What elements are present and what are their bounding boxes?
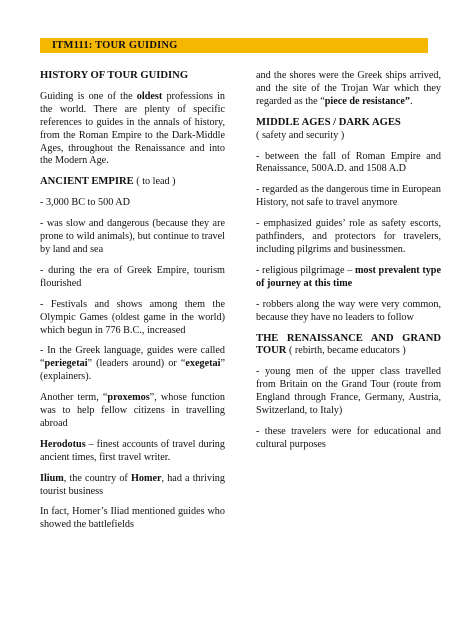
renaissance-heading-block [256,333,441,359]
ancient-paragraph-3: - Festivals and shows among them the Olympic Games (oldest game in the world) which begun in 776 B.C., increased [40,298,225,336]
left-column [40,70,225,540]
renaissance-heading: THE RENAISSANCE AND GRAND TOUR [256,332,441,357]
middle-paragraph-3: - emphasized guides’ role as safety escorts, pathfinders, and protectors for travelers, including pilgrims and businessmen. [256,218,441,255]
continuation-paragraph [256,70,441,109]
renaissance-paragraph-1: - young men of the upper class travelled from Britain on the Grand Tour (route from England through France, Germany, Austria, Switzerland, to Italy) [256,366,441,417]
pilgrimage-bold: most prevalent type of journey at this time [256,264,441,289]
renaissance-subtitle: ( rebirth, became educators ) [286,345,406,357]
herodotus-paragraph [40,439,225,465]
intro-bold: oldest [136,90,163,102]
ancient-subtitle: ( to lead ) [133,176,176,188]
intro-text-b: professions in the world. There are plenty of specific references to guides in the annals of history, from the Roman Empire to the Dark-Middle Ages, throughout the Renaissance and into the Modern Age. [40,90,225,167]
history-heading: HISTORY OF TOUR GUIDING [40,70,189,81]
renaissance-paragraph-2: - these travelers were for educational and cultural purposes [256,425,441,450]
pilgrimage-paragraph [256,265,441,291]
exegetai-term: exegetai [185,358,221,370]
herodotus-text: – finest accounts of travel during ancient times, first travel writer. [40,438,225,463]
ilium-text-b: , had a thriving tourist business [40,472,225,497]
greek-paragraph [40,345,225,384]
header-bar [40,38,428,53]
iliad-paragraph: In fact, Homer’s Iliad mentioned guides who showed the battlefields [40,506,225,531]
proxemos-paragraph [40,392,225,431]
intro-text-a: Guiding is one of the [40,90,137,102]
ancient-paragraph-2: - during the era of Greek Empire, tourism flourished [40,264,225,289]
middle-heading-block [256,117,441,143]
middle-paragraph-2: - regarded as the dangerous time in European History, not safe to travel anymore [256,184,441,209]
intro-paragraph [40,91,225,168]
proxemos-term: proxemos [107,392,150,404]
ancient-dates: - 3,000 BC to 500 AD [40,197,130,209]
homer-term: Homer [130,472,162,484]
middle-paragraph-5: - robbers along the way were very common, because they have no leaders to follow [256,298,441,323]
periegetai-term: periegetai [44,358,88,370]
cont-text-b: . [410,95,413,107]
herodotus-term: Herodotus [40,438,86,450]
middle-ages-heading: MIDDLE AGES / DARK AGES [256,116,401,128]
greek-text-c: ” (leaders around) or “ [87,358,186,370]
prox-text-b: ”, whose function was to help fellow citizens in travelling abroad [40,392,225,429]
ancient-paragraph-1: - was slow and dangerous (because they are prone to wild animals), but continue to travel by land and sea [40,218,225,255]
prox-text-a: Another term, “ [40,392,108,404]
piece-de-resistance: piece de resistance” [324,95,410,107]
ilium-paragraph [40,473,225,499]
cont-text-a: and the shores were the Greek ships arrived, and the site of the Trojan War which they regarded as the “ [256,70,441,107]
ilium-term: Ilium [40,472,64,484]
right-column [256,70,441,460]
greek-text-d: ” (explainers). [40,358,225,383]
ancient-heading: ANCIENT EMPIRE [40,176,134,188]
ancient-heading-line [40,176,225,189]
middle-ages-subtitle: ( safety and security ) [256,129,345,141]
pilgrimage-text: - religious pilgrimage – [256,264,355,276]
ilium-text-a: , the country of [63,472,131,484]
document-title: ITM111: TOUR GUIDING [52,40,178,51]
middle-paragraph-1: - between the fall of Roman Empire and Renaissance, 500A.D. and 1508 A.D [256,150,441,175]
greek-text-a: - In the Greek language, guides were called “ [40,345,225,370]
